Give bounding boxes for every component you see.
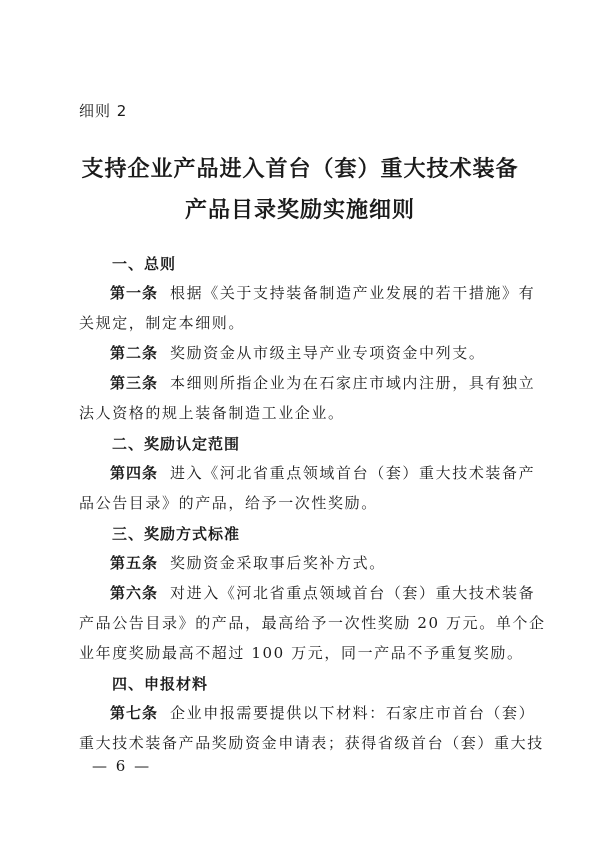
- article-1-label: 第一条: [110, 284, 159, 302]
- article-4-line-2: 品公告目录》的产品，给予一次性奖励。: [79, 494, 378, 512]
- article-6-line-3: 业年度奖励最高不超过 100 万元，同一产品不予重复奖励。: [79, 644, 524, 662]
- article-6-line-2: 产品公告目录》的产品，最高给予一次性奖励 20 万元。单个企: [79, 614, 546, 632]
- article-5-label: 第五条: [110, 554, 159, 572]
- article-1-text: 根据《关于支持装备制造产业发展的若干措施》有: [170, 284, 536, 302]
- article-4-line-1: [110, 463, 535, 483]
- article-7-label: 第七条: [110, 704, 159, 722]
- section-heading-standards: 三、奖励方式标准: [112, 525, 241, 543]
- article-1-line-2: 关规定，制定本细则。: [79, 314, 246, 332]
- article-3-text: 本细则所指企业为在石家庄市域内注册，具有独立: [170, 374, 536, 392]
- article-7-line-1: [110, 703, 535, 723]
- article-2-text: 奖励资金从市级主导产业专项资金中列支。: [170, 344, 486, 362]
- article-4-text: 进入《河北省重点领域首台（套）重大技术装备产: [170, 464, 536, 482]
- section-heading-materials: 四、申报材料: [112, 675, 209, 693]
- article-3-line-1: [110, 373, 535, 393]
- article-1-line-1: [110, 283, 535, 303]
- article-5-text: 奖励资金采取事后奖补方式。: [170, 554, 386, 572]
- article-3-label: 第三条: [110, 374, 159, 392]
- article-2-label: 第二条: [110, 344, 159, 362]
- page-number: — 6 —: [92, 757, 152, 775]
- section-heading-scope: 二、奖励认定范围: [112, 435, 241, 453]
- article-5-line-1: [110, 553, 386, 573]
- article-7-line-2: 重大技术装备产品奖励资金申请表；获得省级首台（套）重大技: [79, 734, 544, 752]
- article-4-label: 第四条: [110, 464, 159, 482]
- article-6-line-1: [110, 583, 535, 603]
- article-2-line-1: [110, 343, 485, 363]
- article-3-line-2: 法人资格的规上装备制造工业企业。: [79, 404, 345, 422]
- article-7-text: 企业申报需要提供以下材料：石家庄市首台（套）: [170, 704, 536, 722]
- document-title-line-1: 支持企业产品进入首台（套）重大技术装备: [81, 157, 519, 182]
- article-6-label: 第六条: [110, 584, 159, 602]
- document-title-line-2: 产品目录奖励实施细则: [184, 198, 415, 223]
- section-heading-general: 一、总则: [112, 255, 177, 273]
- article-6-text: 对进入《河北省重点领域首台（套）重大技术装备: [170, 584, 536, 602]
- attachment-label: 细则 2: [79, 102, 128, 120]
